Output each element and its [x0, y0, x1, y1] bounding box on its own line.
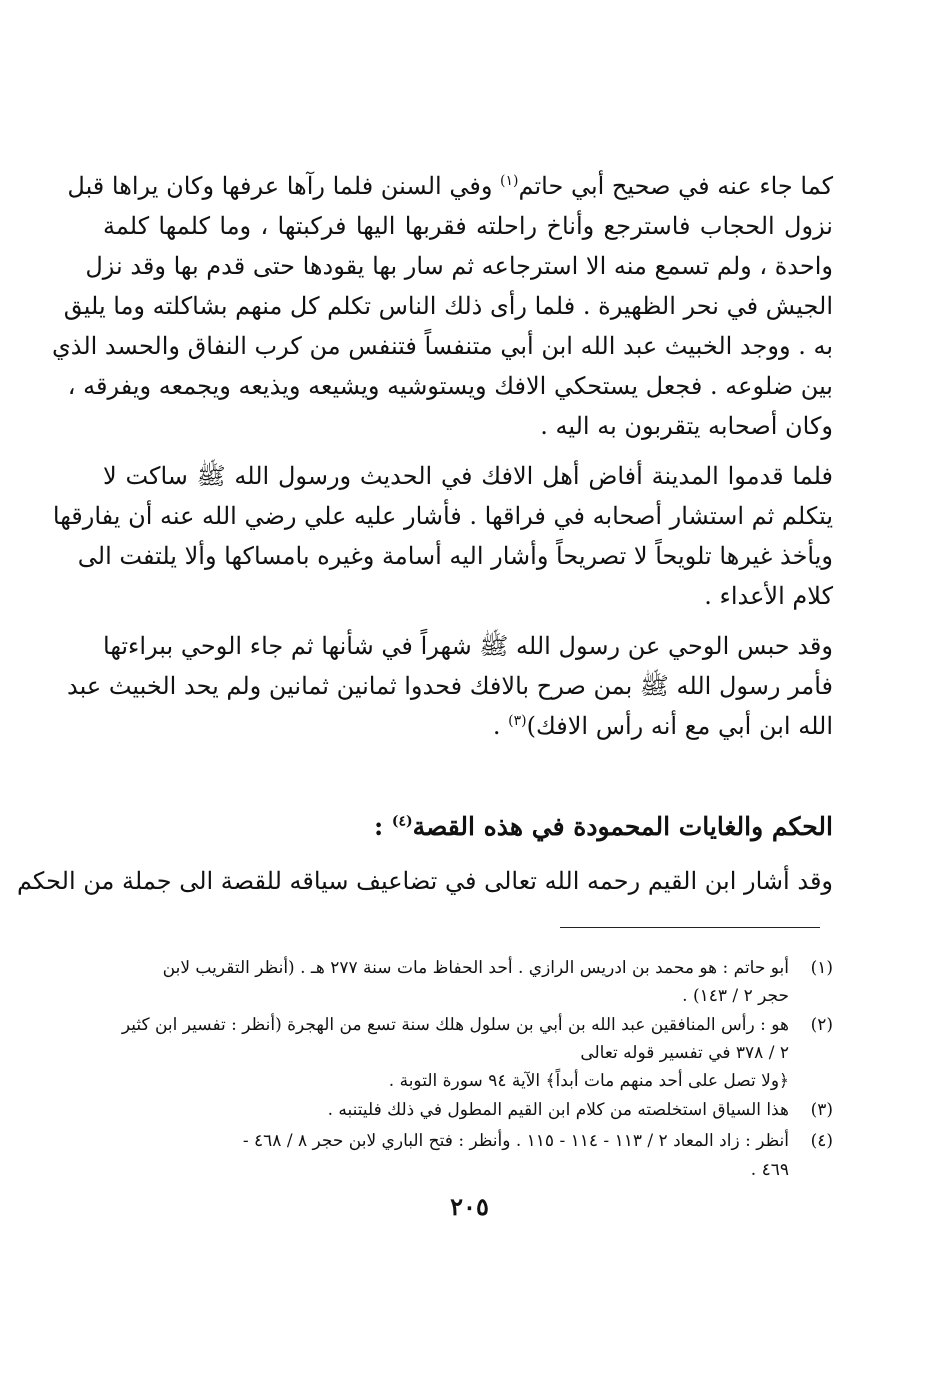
footnote-2-line-1: (٢)هو : رأس المنافقين عبد الله بن أبي بن سلول هلك سنة تسع من الهجرة (أنظر : تفسير ابن كثير [121, 1015, 833, 1035]
paragraph-2-line-3: ويأخذ غيرها تلويحاً لا تصريحاً وأشار اليه أسامة وغيره بامساكها وألا يلتفت الى [77, 542, 833, 570]
paragraph-1-line-6: بين ضلوعه . فجعل يستحكي الافك ويستوشيه ويشيعه ويذيعه ويجمعه ويفرقه ، [67, 372, 833, 400]
footnote-ref-4[interactable]: (٤) [391, 813, 413, 830]
footnote-ref-1[interactable]: (١) [500, 173, 519, 189]
paragraph-2-line-4: كلام الأعداء . [704, 582, 833, 610]
final-body-line: وقد أشار ابن القيم رحمه الله تعالى في تضاعيف سياقه للقصة الى جملة من الحكم [16, 867, 833, 895]
footnote-4-line-2: ٤٦٩ . [750, 1160, 789, 1180]
footnote-1-line-1: (١)أبو حاتم : هو محمد بن ادريس الرازي . أحد الحفاظ مات سنة ٢٧٧ هـ . (أنظر التقريب لابن [162, 958, 833, 978]
footnote-1-number: (١) [810, 958, 833, 978]
footnote-1-line-2: حجر ٢ / ١٤٣) . [682, 986, 789, 1006]
paragraph-3-line-2: فأمر رسول الله ﷺ بمن صرح بالافك فحدوا ثمانين ثمانين ولم يحد الخبيث عبد [67, 672, 833, 700]
paragraph-2-line-1: فلما قدموا المدينة أفاض أهل الافك في الحديث ورسول الله ﷺ ساكت لا [103, 462, 833, 490]
paragraph-1-line-2: نزول الحجاب فاسترجع وأناخ راحلته فقربها اليها فركبتها ، وما كلمها كلمة [103, 212, 833, 240]
footnote-3-number: (٣) [810, 1100, 833, 1120]
footnote-3-line-1: (٣)هذا السياق استخلصته من كلام ابن القيم المطول في ذلك فليتنبه . [327, 1100, 833, 1120]
paragraph-1-line-1: كما جاء عنه في صحيح أبي حاتم$^{(١)}$ وفي السنن فلما رآها عرفها وكان يراها قبل [67, 172, 833, 200]
footnote-2-line-2: ٢ / ٣٧٨ في تفسير قوله تعالى [580, 1043, 789, 1063]
page-number: ٢٠٥ [450, 1192, 489, 1221]
paragraph-3-line-1: وقد حبس الوحي عن رسول الله ﷺ شهراً في شأنها ثم جاء الوحي ببراءتها [103, 632, 833, 660]
footnote-4-line-1: (٤)أنظر : زاد المعاد ٢ / ١١٣ - ١١٤ - ١١٥ . وأنظر : فتح الباري لابن حجر ٨ / ٤٦٨ - [242, 1131, 833, 1151]
section-heading: الحكم والغايات المحمودة في هذه القصة$^{(٤)}$ : [373, 812, 833, 841]
paragraph-1-line-3: واحدة ، ولم تسمع منه الا استرجاعه ثم سار بها يقودها حتى قدم بها وقد نزل [85, 252, 833, 280]
paragraph-1-line-4: الجيش في نحر الظهيرة . فلما رأى ذلك الناس تكلم كل منهم بشاكلته وما يليق [63, 292, 833, 320]
footnote-ref-3[interactable]: (٣) [508, 713, 527, 729]
paragraph-1-line-7: وكان أصحابه يتقربون به اليه . [540, 412, 833, 440]
paragraph-3-line-3: الله ابن أبي مع أنه رأس الافك)$^{(٣)}$ . [492, 712, 833, 740]
footnote-separator [560, 927, 820, 928]
footnote-2-number: (٢) [810, 1015, 833, 1035]
paragraph-2-line-2: يتكلم ثم استشار أصحابه في فراقها . فأشار عليه علي رضي الله عنه أن يفارقها [52, 502, 833, 530]
footnote-2-line-3: ﴿ولا تصل على أحد منهم مات أبداً﴾ الآية ٩٤ سورة التوبة . [388, 1071, 789, 1091]
paragraph-1-line-5: به . ووجد الخبيث عبد الله ابن أبي متنفساً فتنفس من كرب النفاق والحسد الذي [51, 332, 833, 360]
footnote-4-number: (٤) [810, 1131, 833, 1151]
